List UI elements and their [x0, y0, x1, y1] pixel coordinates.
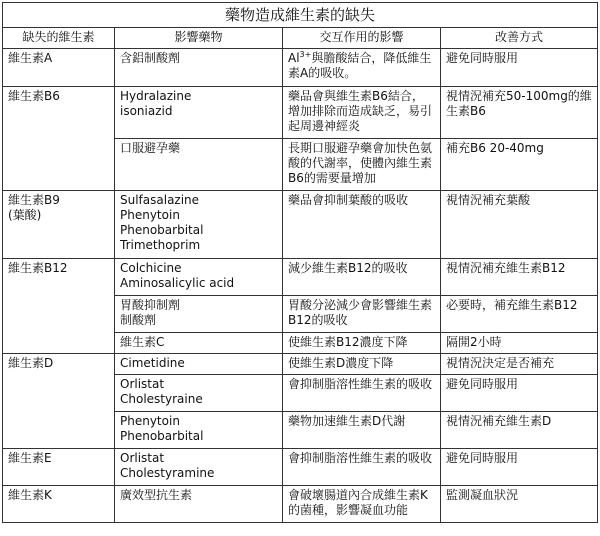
vitamin-cell — [3, 49, 115, 87]
effect-cell: 減少維生素B12的吸收 — [283, 259, 441, 296]
drug-name: Orlistat — [120, 451, 165, 465]
drug-name: Hydralazine — [120, 89, 192, 103]
improve-cell: 監測凝血狀況 — [441, 486, 598, 523]
vitamin-label: 維生素B12 — [8, 261, 68, 275]
drug-cell — [115, 191, 283, 259]
effect-cell: 長期口服避孕藥會加快色氨酸的代謝率，使體內維生素B6的需要量增加 — [283, 139, 441, 191]
vitamin-label: 維生素D — [8, 356, 54, 370]
drug-cell — [115, 486, 283, 523]
drug-cell — [115, 139, 283, 191]
drug-cell — [115, 412, 283, 449]
vitamin-cell — [3, 354, 115, 449]
drug-name: Orlistat — [120, 377, 165, 391]
effect-cell: 會抑制脂溶性維生素的吸收 — [283, 449, 441, 486]
drug-name: 胃酸抑制劑 — [120, 298, 181, 312]
drug-cell — [115, 87, 283, 139]
vitamin-sublabel: (葉酸) — [8, 208, 42, 222]
improve-cell: 避免同時服用 — [441, 375, 598, 412]
effect-cell: 使維生素D濃度下降 — [283, 354, 441, 375]
drug-name: Phenytoin — [120, 414, 180, 428]
drug-cell — [115, 354, 283, 375]
drug-cell — [115, 375, 283, 412]
drug-cell — [115, 49, 283, 87]
header-drugs: 影響藥物 — [115, 28, 283, 49]
header-effect: 交互作用的影響 — [283, 28, 441, 49]
drug-name: Cholestyramine — [120, 466, 215, 480]
vitamin-label: 維生素K — [8, 488, 52, 502]
effect-cell: 藥品會抑制葉酸的吸收 — [283, 191, 441, 259]
vitamin-cell — [3, 259, 115, 354]
improve-cell: 視情況補充維生素B12 — [441, 259, 598, 296]
table-title: 藥物造成維生素的缺失 — [3, 3, 598, 28]
table-row — [3, 49, 598, 87]
improve-cell: 視情況決定是否補充 — [441, 354, 598, 375]
vitamin-deficiency-table — [2, 2, 598, 523]
document-page — [2, 2, 598, 523]
drug-name: Phenobarbital — [120, 429, 204, 443]
effect-prefix: Al — [288, 51, 300, 65]
drug-name: Sulfasalazine — [120, 193, 200, 207]
drug-name: 口服避孕藥 — [120, 141, 181, 155]
improve-cell: 避免同時服用 — [441, 449, 598, 486]
drug-name: 維生素C — [120, 335, 165, 349]
effect-superscript: 3+ — [299, 50, 312, 59]
vitamin-label: 維生素E — [8, 451, 52, 465]
table-row — [3, 87, 598, 139]
improve-cell: 隔開2小時 — [441, 333, 598, 354]
vitamin-cell — [3, 449, 115, 486]
drug-cell — [115, 259, 283, 296]
header-improvement: 改善方式 — [441, 28, 598, 49]
header-vitamin: 缺失的維生素 — [3, 28, 115, 49]
vitamin-label: 維生素B6 — [8, 89, 60, 103]
effect-cell: 會抑制脂溶性維生素的吸收 — [283, 375, 441, 412]
drug-name: 廣效型抗生素 — [120, 488, 193, 502]
drug-name: Trimethoprim — [120, 238, 201, 252]
table-row — [3, 191, 598, 259]
table-row — [3, 486, 598, 523]
effect-cell: 藥品會與維生素B6結合，增加排除而造成缺乏，易引起周邊神經炎 — [283, 87, 441, 139]
improve-cell: 視情況補充50-100mg的維生素B6 — [441, 87, 598, 139]
drug-name: Phenobarbital — [120, 223, 204, 237]
vitamin-label: 維生素A — [8, 51, 53, 65]
drug-name: 含鋁制酸劑 — [120, 51, 181, 65]
vitamin-cell — [3, 87, 115, 191]
effect-cell: 使維生素B12濃度下降 — [283, 333, 441, 354]
improve-cell: 補充B6 20-40mg — [441, 139, 598, 191]
drug-name: Phenytoin — [120, 208, 180, 222]
vitamin-label: 維生素B9 — [8, 193, 60, 207]
improve-cell: 視情況補充葉酸 — [441, 191, 598, 259]
effect-text: 與膽酸結合，降低維生素A的吸收。 — [288, 51, 432, 80]
drug-name: isoniazid — [120, 104, 173, 118]
vitamin-cell — [3, 486, 115, 523]
drug-name: Cholestyraine — [120, 392, 203, 406]
improve-cell: 視情況補充維生素D — [441, 412, 598, 449]
vitamin-cell — [3, 191, 115, 259]
table-row — [3, 354, 598, 375]
effect-cell: 胃酸分泌減少會影響維生素B12的吸收 — [283, 296, 441, 333]
drug-name: 制酸劑 — [120, 313, 157, 327]
effect-cell — [283, 49, 441, 87]
table-row — [3, 449, 598, 486]
improve-cell: 必要時，補充維生素B12 — [441, 296, 598, 333]
drug-cell — [115, 296, 283, 333]
drug-cell — [115, 333, 283, 354]
effect-cell: 藥物加速維生素D代謝 — [283, 412, 441, 449]
improve-cell: 避免同時服用 — [441, 49, 598, 87]
effect-cell: 會破壞腸道內合成維生素K的菌種，影響凝血功能 — [283, 486, 441, 523]
drug-name: Cimetidine — [120, 356, 185, 370]
drug-name: Aminosalicylic acid — [120, 276, 235, 290]
table-row — [3, 259, 598, 296]
drug-cell — [115, 449, 283, 486]
drug-name: Colchicine — [120, 261, 182, 275]
